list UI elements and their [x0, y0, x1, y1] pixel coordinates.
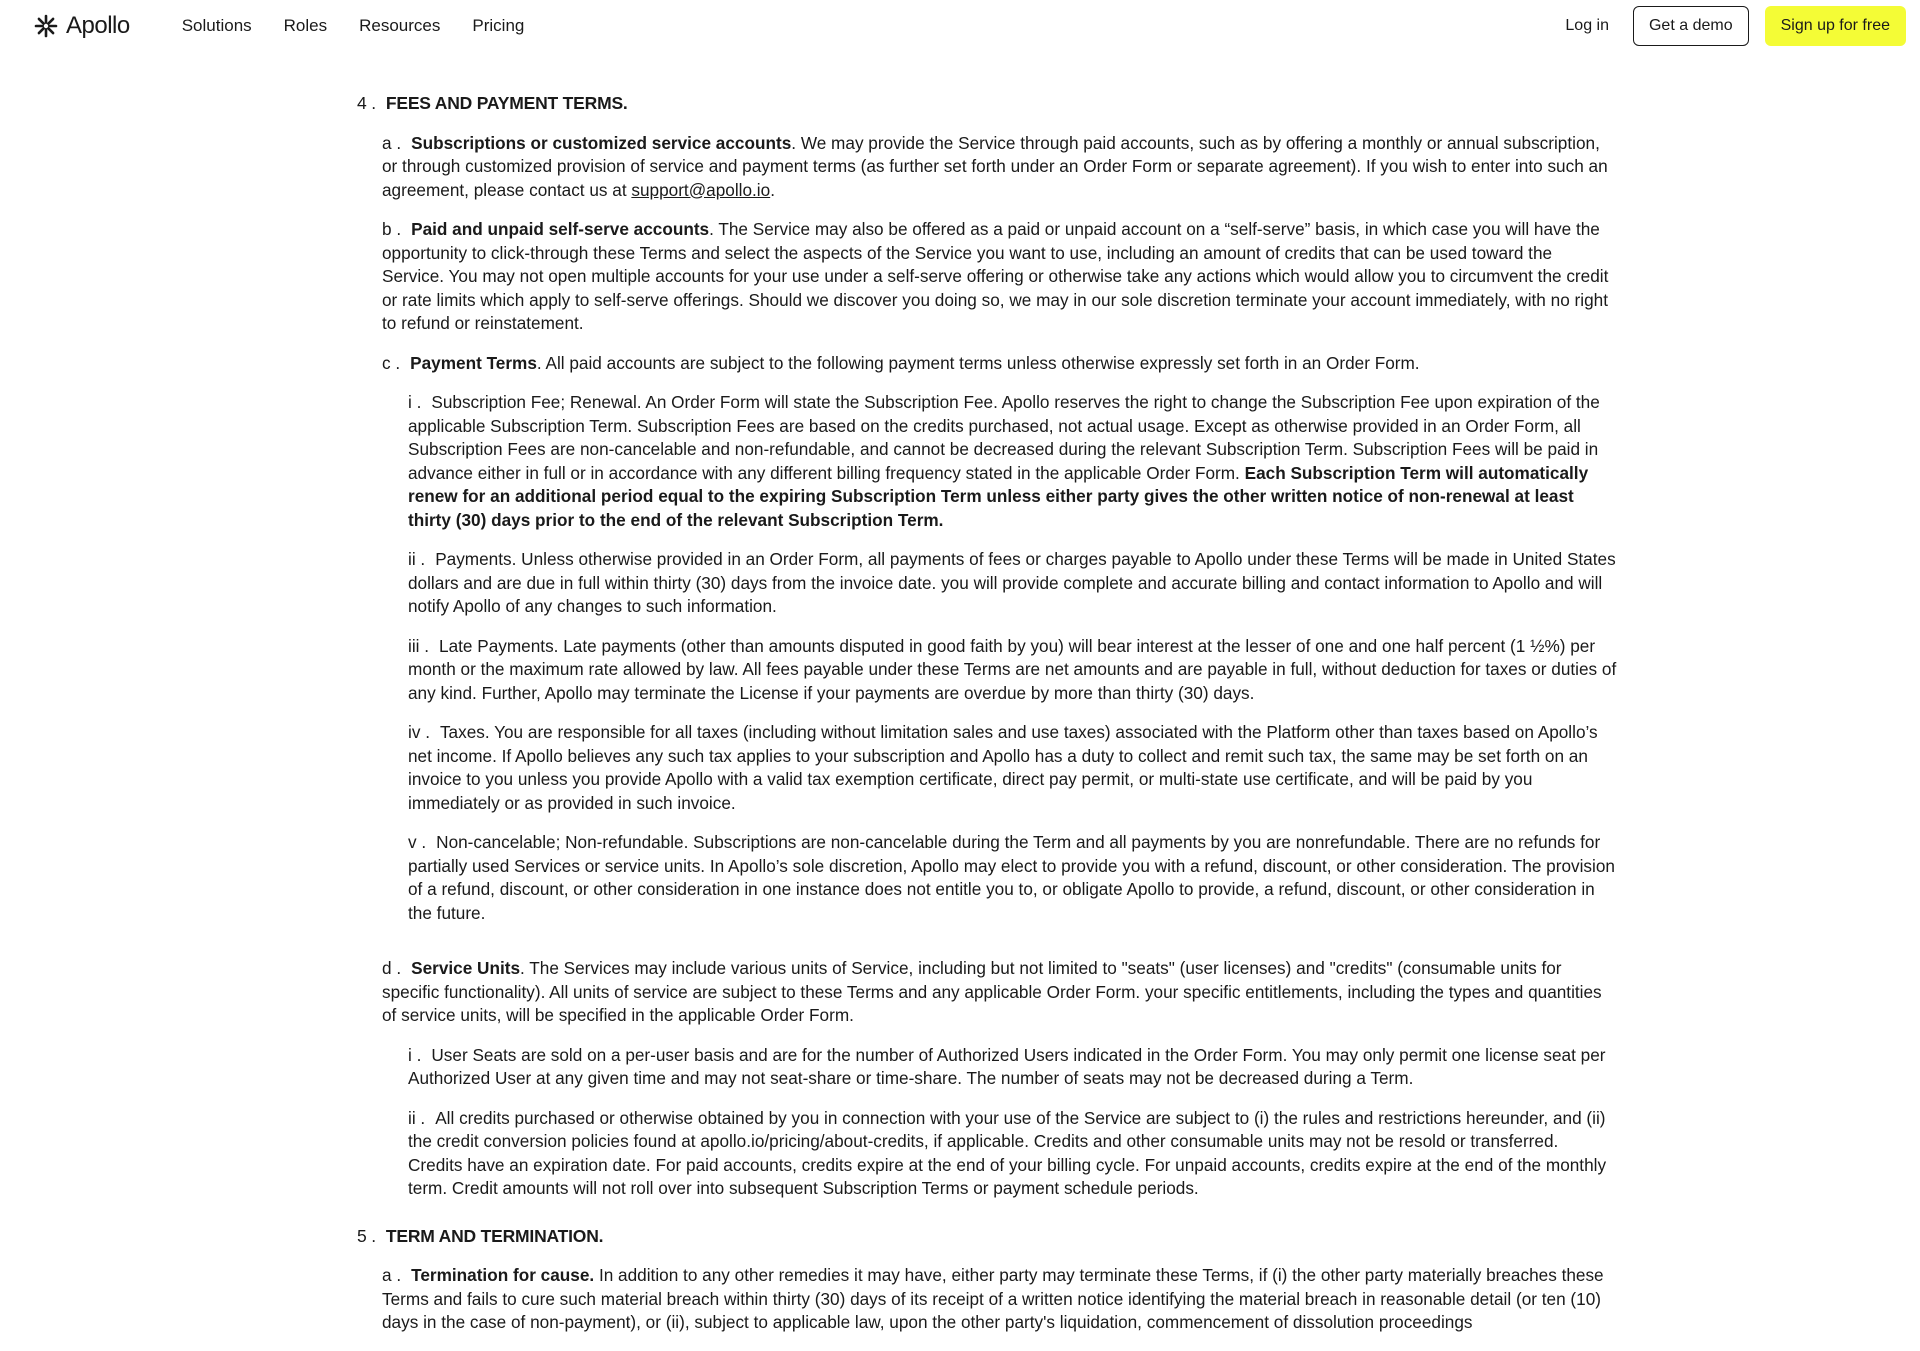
clause-4c-iv [408, 721, 1617, 815]
clause-5a [382, 1264, 1617, 1335]
section-title: TERM AND TERMINATION. [385, 1225, 604, 1246]
clause-text: In addition to any other remedies it may have, either party may terminate these Terms, if (i) the other party materially breaches these Terms and fails to cure such material breach within thirty (30) days of its receipt of a written notice identifying the material breach in reasonable detail (or ten (10) days in the case of non-payment), or (ii), subject to applicable law, upon the other party's liquidation, commencement of dissolution proceedings [382, 1265, 1604, 1332]
brand-name: Apollo [66, 12, 130, 39]
clause-text: Subscription Fee; Renewal. An Order Form will state the Subscription Fee. Apollo reserves the right to change the Subscription Fee upon expiration of the applicable Subscription Term. Subscription Fees are based on the credits purchased, not actual usage. Except as otherwise provided in an Order Form, all Subscription Fees are non-cancelable and non-refundable, and cannot be decreased during the relevant Subscription Term. Subscription Fees will be paid in advance either in full or in accordance with any different billing frequency stated in the applicable Order Form. [408, 392, 1600, 483]
main-nav [182, 16, 525, 36]
section-heading-5 [357, 1225, 1617, 1249]
clause-4a [382, 132, 1617, 203]
spacer [357, 1217, 1617, 1225]
clause-4b [382, 218, 1617, 336]
clause-marker: a . [382, 1265, 402, 1285]
spacer [357, 941, 1617, 957]
clause-marker: i . [408, 1044, 422, 1065]
terms-content [357, 92, 1617, 1351]
clause-4d-ii [408, 1107, 1617, 1201]
clause-title: Subscriptions or customized service accounts [411, 132, 792, 153]
clause-title: Termination for cause. [411, 1265, 595, 1285]
site-header [0, 0, 1920, 52]
login-link[interactable]: Log in [1565, 17, 1609, 34]
clause-title: Service Units [411, 958, 521, 978]
clause-marker: a . [382, 132, 402, 153]
signup-button[interactable]: Sign up for free [1765, 6, 1906, 46]
clause-marker: ii . [408, 1107, 426, 1128]
get-demo-button[interactable]: Get a demo [1633, 6, 1749, 46]
clause-text: Late Payments. Late payments (other than amounts disputed in good faith by you) will bear interest at the lesser of one and one half percent (1 ½%) per month or the maximum rate allowed by law. All fees payable under these Terms are net amounts and are payable in full, without deduction for taxes or duties of any kind. Further, Apollo may terminate the License if your payments are overdue by more than thirty (30) days. [408, 635, 1617, 703]
clause-text: . All paid accounts are subject to the following payment terms unless otherwise expressly set forth in an Order Form. [536, 352, 1420, 373]
clause-4c-i [408, 391, 1617, 532]
section-number: 5 . [357, 1225, 376, 1246]
clause-text: Payments. Unless otherwise provided in an Order Form, all payments of fees or charges payable to Apollo under these Terms will be made in United States dollars and are due in full within thirty (30) days from the invoice date. you will provide complete and accurate billing and contact information to Apollo and will notify Apollo of any changes to such information. [408, 549, 1616, 616]
clause-4d [382, 957, 1617, 1028]
clause-bold-text: Each Subscription Term will automatically renew for an additional period equal to the expiring Subscription Term unless either party gives the other written notice of non-renewal at least thirty (30) days prior to the end of the relevant Subscription Term. [408, 462, 1589, 530]
clause-marker: c . [382, 352, 401, 373]
nav-roles[interactable]: Roles [283, 16, 328, 35]
clause-marker: iv . [408, 722, 430, 742]
apollo-asterisk-icon [34, 14, 58, 38]
clause-marker: ii . [408, 549, 426, 569]
clause-title: Payment Terms [410, 352, 537, 373]
nav-pricing[interactable]: Pricing [472, 16, 525, 35]
clause-text: . The Services may include various units of Service, including but not limited to "seats" (user licenses) and "credits" (consumable units for specific functionality). All units of service are subject to these Terms and any applicable Order Form. your specific entitlements, including the types and quantities of service units, will be specified in the applicable Order Form. [382, 958, 1602, 1025]
clause-marker: d . [382, 958, 402, 978]
clause-text: . We may provide the Service through paid accounts, such as by offering a monthly or annual subscription, or through customized provision of service and payment terms (as further set forth under an Order Form or separate agreement). If you wish to enter into such an agreement, please contact us at [382, 132, 1608, 200]
header-actions [1565, 6, 1906, 46]
apollo-logo[interactable] [34, 12, 130, 40]
support-email-link[interactable]: support@apollo.io [631, 179, 771, 200]
clause-4c-v [408, 831, 1617, 925]
section-number: 4 . [357, 93, 376, 113]
clause-marker: v . [408, 832, 427, 852]
clause-text: Taxes. You are responsible for all taxes (including without limitation sales and use taxes) associated with the Platform other than taxes based on Apollo’s net income. If Apollo believes any such tax applies to your subscription and Apollo has a duty to collect and remit such tax, the same may be set forth on an invoice to you unless you provide Apollo with a valid tax exemption certificate, direct pay permit, or multi-state use certificate, and will be paid by you immediately or as provided in such invoice. [408, 722, 1598, 813]
clause-text: User Seats are sold on a per-user basis and are for the number of Authorized Users indicated in the Order Form. You may only permit one license seat per Authorized User at any given time and may not seat-share or time-share. The number of seats may not be decreased during a Term. [408, 1044, 1606, 1088]
clause-4c [382, 352, 1617, 376]
clause-end: . [770, 179, 775, 200]
clause-marker: i . [408, 392, 422, 412]
clause-text: . The Service may also be offered as a paid or unpaid account on a “self-serve” basis, in which case you will have the opportunity to click-through these Terms and select the aspects of the Service you want to use, including an amount of credits that can be used toward the Service. You may not open multiple accounts for your use under a self-serve offering or otherwise take any actions which would allow you to circumvent the credit or rate limits which apply to self-serve offerings. Should we discover you doing so, we may in our sole discretion terminate your account immediately, with no right to refund or reinstatement. [382, 219, 1609, 333]
clause-marker: iii . [408, 635, 430, 656]
clause-text: All credits purchased or otherwise obtained by you in connection with your use of the Service are subject to (i) the rules and restrictions hereunder, and (ii) the credit conversion policies found at apollo.io/pricing/about-credits, if applicable. Credits and other consumable units may not be resold or transferred. Credits have an expiration date. For paid accounts, credits expire at the end of your billing cycle. For unpaid accounts, credits expire at the end of the monthly term. Credit amounts will not roll over into subsequent Subscription Terms or payment schedule periods. [408, 1107, 1607, 1198]
clause-4c-iii [408, 635, 1617, 706]
clause-text: Non-cancelable; Non-refundable. Subscriptions are non-cancelable during the Term and all payments by you are nonrefundable. There are no refunds for partially used Services or service units. In Apollo’s sole discretion, Apollo may elect to provide you with a refund, discount, or other consideration. The provision of a refund, discount, or other consideration in one instance does not entitle you to, or obligate Apollo to provide, a refund, discount, or other consideration in the future. [408, 832, 1615, 923]
nav-solutions[interactable]: Solutions [181, 16, 252, 35]
section-title: FEES AND PAYMENT TERMS. [385, 93, 628, 113]
clause-4c-ii [408, 548, 1617, 619]
nav-resources[interactable]: Resources [359, 16, 441, 35]
section-heading-4 [357, 92, 1617, 116]
clause-title: Paid and unpaid self-serve accounts [411, 219, 710, 239]
clause-marker: b . [382, 219, 402, 239]
clause-4d-i [408, 1044, 1617, 1091]
